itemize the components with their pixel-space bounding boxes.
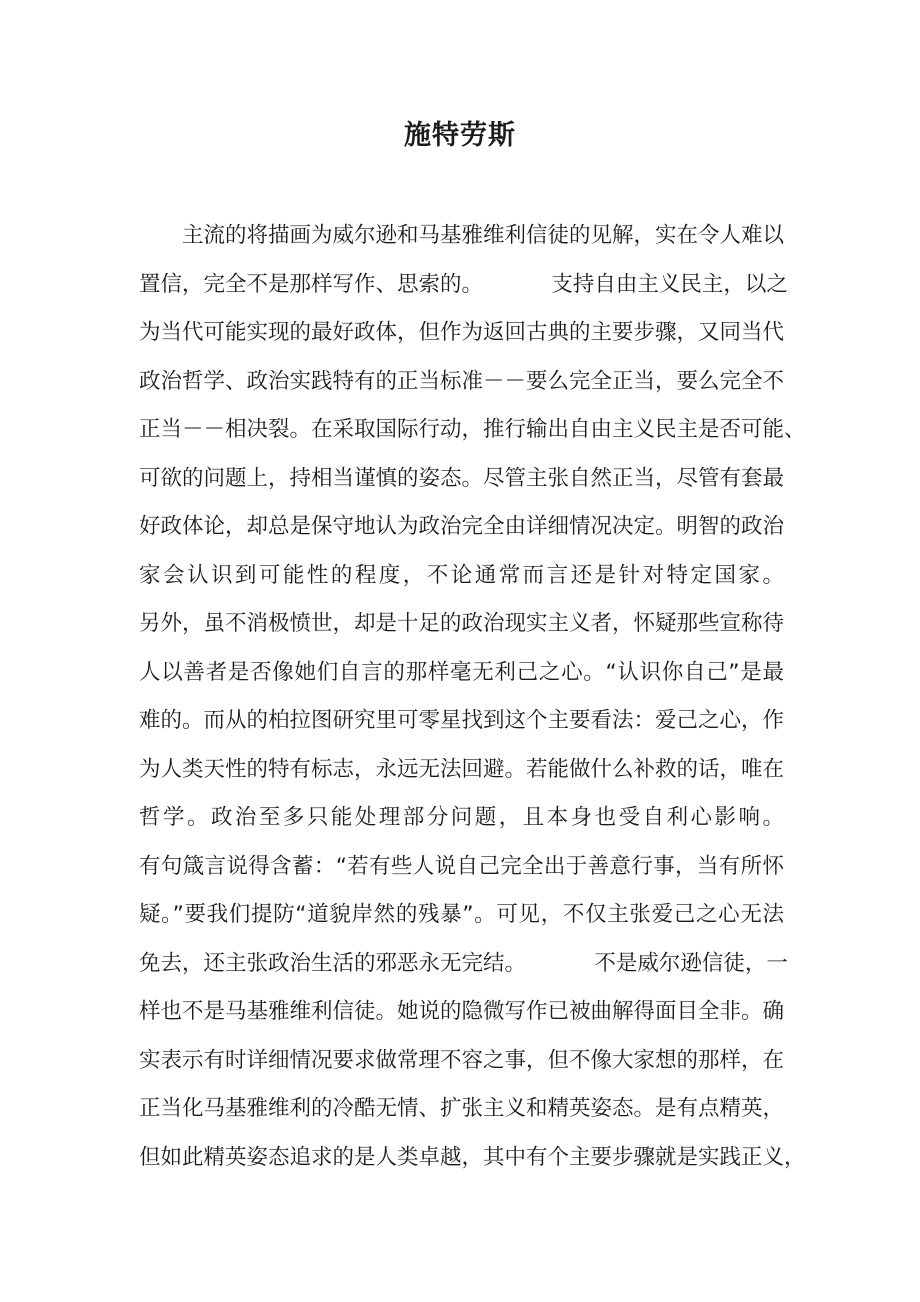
text-line: 置信，完全不是那样写作、思索的。 支持自由主义民主，以之 bbox=[139, 271, 788, 297]
text-line: 好政体论，却总是保守地认为政治完全由详细情况决定。明智的政治 bbox=[139, 514, 785, 539]
text-line: 哲学。政治至多只能处理部分问题，且本身也受自利心影响。 bbox=[139, 805, 784, 830]
text-line: 疑。”要我们提防“道貌岸然的残暴”。可见，不仅主张爱己之心无法 bbox=[139, 902, 784, 927]
text-line: 另外，虽不消极愤世，却是十足的政治现实主义者，怀疑那些宣称待 bbox=[139, 611, 785, 636]
text-line: 家会认识到可能性的程度，不论通常而言还是针对特定国家。 bbox=[139, 562, 784, 588]
text-line: 政治哲学、政治实践特有的正当标准－－要么完全正当，要么完全不 bbox=[139, 368, 785, 394]
text-line: 免去，还主张政治生活的邪恶永无完结。 不是威尔逊信徒，一 bbox=[139, 950, 788, 976]
text-line: 人以善者是否像她们自言的那样毫无利己之心。“认识你自己”是最 bbox=[139, 659, 784, 685]
text-line: 为人类天性的特有标志，永远无法回避。若能做什么补救的话，唯在 bbox=[139, 756, 785, 782]
document-title: 施特劳斯 bbox=[404, 120, 516, 151]
text-line: 难的。而从的柏拉图研究里可零星找到这个主要看法：爱己之心，作 bbox=[139, 708, 785, 733]
text-line: 主流的将描画为威尔逊和马基雅维利信徒的见解，实在令人难以 bbox=[182, 223, 785, 248]
text-line: 样也不是马基雅维利信徒。她说的隐微写作已被曲解得面目全非。确 bbox=[139, 999, 785, 1024]
document-body bbox=[139, 212, 806, 1182]
text-line: 为当代可能实现的最好政体，但作为返回古典的主要步骤，又同当代 bbox=[139, 320, 785, 345]
text-line: 正当－－相决裂。在采取国际行动，推行输出自由主义民主是否可能、 bbox=[139, 417, 806, 442]
text-line: 正当化马基雅维利的冷酷无情、扩张主义和精英姿态。是有点精英， bbox=[139, 1096, 785, 1121]
text-line: 实表示有时详细情况要求做常理不容之事，但不像大家想的那样，在 bbox=[139, 1047, 785, 1073]
text-line: 可欲的问题上，持相当谨慎的姿态。尽管主张自然正当，尽管有套最 bbox=[139, 465, 785, 491]
text-line: 有句箴言说得含蓄：“若有些人说自己完全出于善意行事，当有所怀 bbox=[139, 853, 784, 879]
text-line: 但如此精英姿态追求的是人类卓越，其中有个主要步骤就是实践正义， bbox=[139, 1144, 806, 1170]
